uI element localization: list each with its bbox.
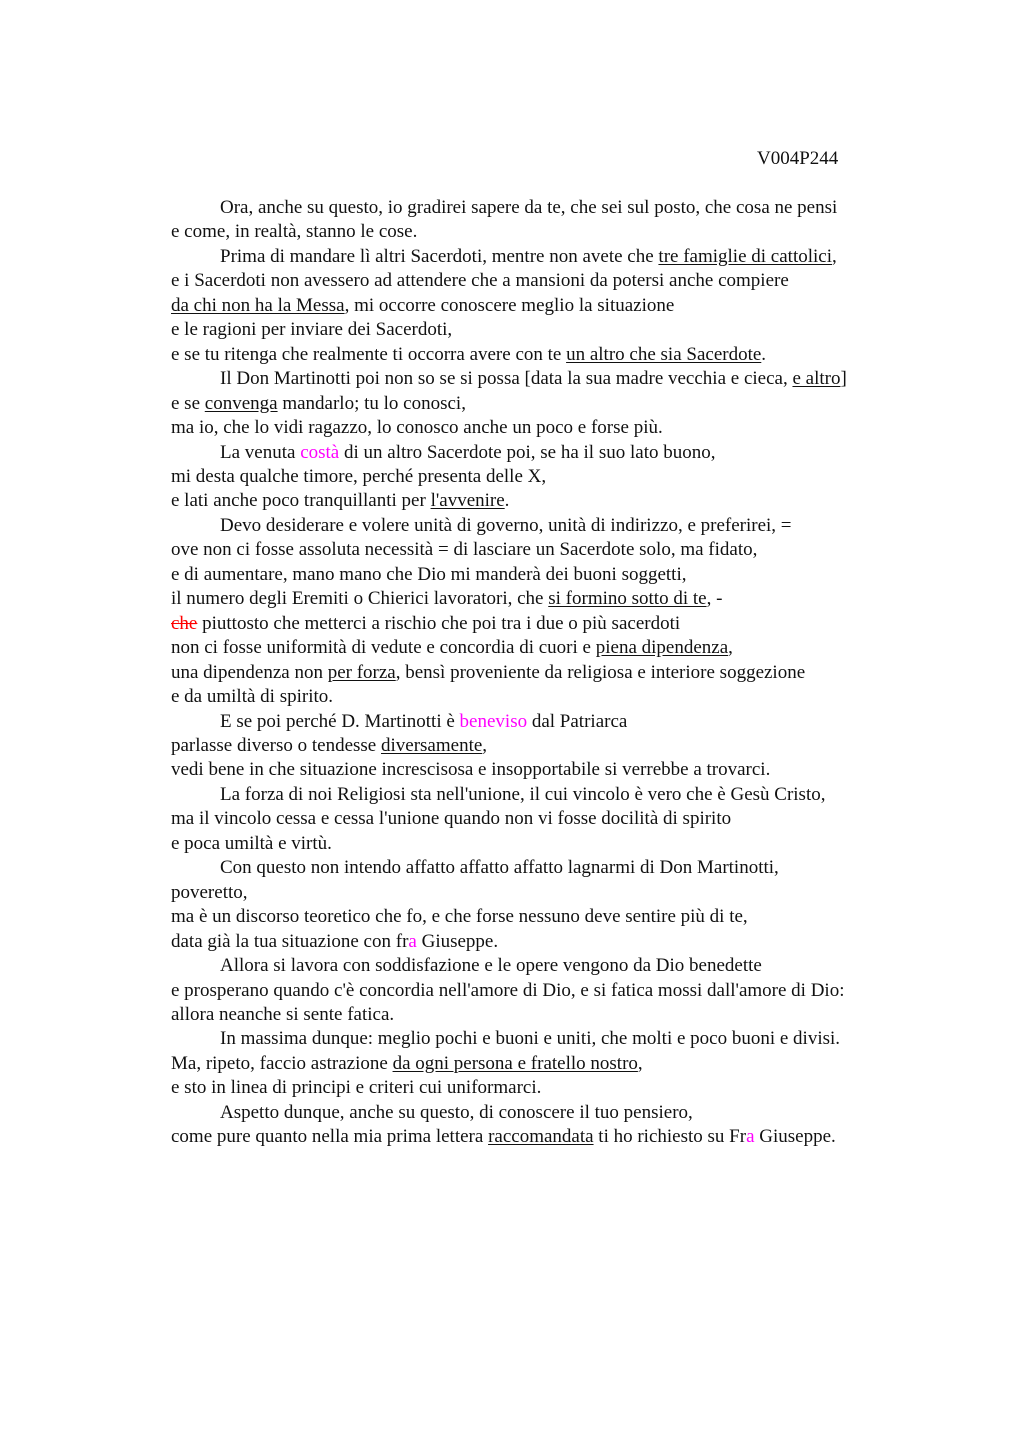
text-line	[171, 612, 911, 636]
underlined-text: si formino sotto di te	[548, 588, 707, 610]
text-segment: poveretto,	[171, 881, 248, 903]
text-line	[171, 710, 911, 734]
text-segment: ma il vincolo cessa e cessa l'unione quando non vi fosse docilità di spirito	[171, 808, 732, 830]
text-segment: ma è un discorso teoretico che fo, e che forse nessuno deve sentire più di te,	[171, 906, 748, 928]
text-line	[171, 954, 911, 978]
text-line	[171, 1125, 911, 1149]
text-line	[171, 979, 911, 1003]
deleted-text: che	[171, 612, 198, 634]
underlined-text: un altro che sia Sacerdote	[566, 343, 762, 365]
text-segment: La venuta	[220, 441, 301, 463]
text-line	[171, 563, 911, 587]
underlined-text: da ogni persona e fratello nostro	[392, 1052, 638, 1074]
text-line	[171, 220, 911, 244]
text-line	[171, 587, 911, 611]
text-segment: e da umiltà di spirito.	[171, 686, 334, 708]
text-segment: e se tu ritenga che realmente ti occorra avere con te	[171, 343, 567, 365]
text-line	[171, 1076, 911, 1100]
letter-body	[171, 196, 911, 1150]
text-segment: La forza di noi Religiosi sta nell'unione, il cui vincolo è vero che è Gesù Cristo,	[220, 783, 826, 805]
text-segment: Con questo non intendo affatto affatto affatto lagnarmi di Don Martinotti,	[220, 857, 779, 879]
text-segment: e i Sacerdoti non avessero ad attendere che a mansioni da potersi anche compiere	[171, 270, 789, 292]
text-line	[171, 783, 911, 807]
text-line	[171, 294, 911, 318]
text-line	[171, 343, 911, 367]
text-segment: il numero degli Eremiti o Chierici lavoratori, che	[171, 588, 549, 610]
text-line	[171, 734, 911, 758]
text-line	[171, 1101, 911, 1125]
highlighted-text: a	[408, 930, 417, 952]
underlined-text: convenga	[204, 392, 278, 414]
text-line	[171, 318, 911, 342]
text-line	[171, 489, 911, 513]
text-segment: , mi occorre conoscere meglio la situazione	[344, 294, 675, 316]
text-line	[171, 538, 911, 562]
text-line	[171, 758, 911, 782]
text-line	[171, 367, 911, 391]
text-segment: e di aumentare, mano mano che Dio mi manderà dei buoni soggetti,	[171, 563, 687, 585]
underlined-text: diversamente	[381, 734, 483, 756]
text-line	[171, 832, 911, 856]
text-segment: mandarlo; tu lo conosci,	[277, 392, 466, 414]
text-segment: Aspetto dunque, anche su questo, di conoscere il tuo pensiero,	[220, 1101, 693, 1123]
text-segment: ove non ci fosse assoluta necessità = di lasciare un Sacerdote solo, ma fidato,	[171, 539, 758, 561]
text-line	[171, 1003, 911, 1027]
text-segment: Devo desiderare e volere unità di governo, unità di indirizzo, e preferirei, =	[220, 514, 792, 536]
text-segment: ,	[832, 245, 837, 267]
text-segment: di un altro Sacerdote poi, se ha il suo lato buono,	[339, 441, 716, 463]
text-segment: e prosperano quando c'è concordia nell'amore di Dio, e si fatica mossi dall'amore di Dio:	[171, 979, 845, 1001]
text-segment: data già la tua situazione con fr	[171, 930, 409, 952]
text-line	[171, 1027, 911, 1051]
text-segment: Giuseppe.	[416, 930, 499, 952]
text-segment: Prima di mandare lì altri Sacerdoti, mentre non avete che	[220, 245, 659, 267]
text-line	[171, 1052, 911, 1076]
text-line	[171, 416, 911, 440]
underlined-text: piena dipendenza	[595, 637, 729, 659]
text-segment: e le ragioni per inviare dei Sacerdoti,	[171, 319, 453, 341]
underlined-text: tre famiglie di cattolici	[658, 245, 832, 267]
text-line	[171, 807, 911, 831]
text-line	[171, 441, 911, 465]
page-id: V004P244	[757, 148, 839, 169]
text-segment: dal Patriarca	[527, 710, 628, 732]
text-line	[171, 245, 911, 269]
text-segment: Ora, anche su questo, io gradirei sapere da te, che sei sul posto, che cosa ne pensi	[220, 197, 838, 218]
text-line	[171, 881, 911, 905]
text-segment: .	[504, 490, 510, 512]
text-line	[171, 465, 911, 489]
text-segment: Allora si lavora con soddisfazione e le opere vengono da Dio benedette	[220, 955, 762, 977]
text-segment: una dipendenza non	[171, 661, 328, 683]
text-segment: non ci fosse uniformità di vedute e concordia di cuori e	[171, 637, 596, 659]
text-line	[171, 905, 911, 929]
text-segment: ]	[840, 368, 847, 390]
highlighted-text: a	[746, 1126, 755, 1148]
text-segment: E se poi perché D. Martinotti è	[220, 710, 460, 732]
highlighted-text: beneviso	[459, 710, 528, 732]
text-line	[171, 514, 911, 538]
text-segment: ti ho richiesto su Fr	[593, 1126, 747, 1148]
text-segment: Ma, ripeto, faccio astrazione	[171, 1052, 393, 1074]
text-segment: e lati anche poco tranquillanti per	[171, 490, 431, 512]
text-segment: In massima dunque: meglio pochi e buoni e uniti, che molti e poco buoni e divisi.	[220, 1028, 841, 1050]
highlighted-text: costà	[300, 441, 340, 463]
text-segment: .	[761, 343, 767, 365]
text-line	[171, 269, 911, 293]
text-segment: Il Don Martinotti poi non so se si possa [data la sua madre vecchia e cieca,	[220, 368, 793, 390]
text-line	[171, 930, 911, 954]
underlined-text: per forza	[327, 661, 396, 683]
underlined-text: da chi non ha la Messa	[171, 294, 345, 316]
text-segment: e come, in realtà, stanno le cose.	[171, 221, 418, 243]
text-segment: , bensì proveniente da religiosa e interiore soggezione	[395, 661, 806, 683]
text-line	[171, 196, 911, 220]
text-segment: ,	[637, 1052, 643, 1074]
text-segment: e poca umiltà e virtù.	[171, 832, 332, 854]
text-segment: mi desta qualche timore, perché presenta delle X,	[171, 465, 547, 487]
text-segment: vedi bene in che situazione increscisosa e insopportabile si verrebbe a trovarci.	[171, 759, 771, 781]
text-line	[171, 685, 911, 709]
text-line	[171, 392, 911, 416]
text-segment: piuttosto che metterci a rischio che poi tra i due o più sacerdoti	[197, 612, 681, 634]
text-segment: ma io, che lo vidi ragazzo, lo conosco anche un poco e forse più.	[171, 417, 663, 439]
text-segment: come pure quanto nella mia prima lettera	[171, 1126, 489, 1148]
underlined-text: l'avvenire	[430, 490, 505, 512]
text-line	[171, 636, 911, 660]
underlined-text: e altro	[792, 368, 841, 390]
text-line	[171, 856, 911, 880]
text-segment: ,	[728, 637, 733, 659]
underlined-text: raccomandata	[488, 1126, 594, 1148]
text-segment: , -	[706, 588, 723, 610]
text-line	[171, 661, 911, 685]
text-segment: e sto in linea di principi e criteri cui uniformarci.	[171, 1077, 542, 1099]
text-segment: ,	[482, 734, 488, 756]
text-segment: e se	[171, 392, 205, 414]
text-segment: Giuseppe.	[754, 1126, 836, 1148]
text-segment: allora neanche si sente fatica.	[171, 1003, 395, 1025]
text-segment: parlasse diverso o tendesse	[171, 734, 381, 756]
